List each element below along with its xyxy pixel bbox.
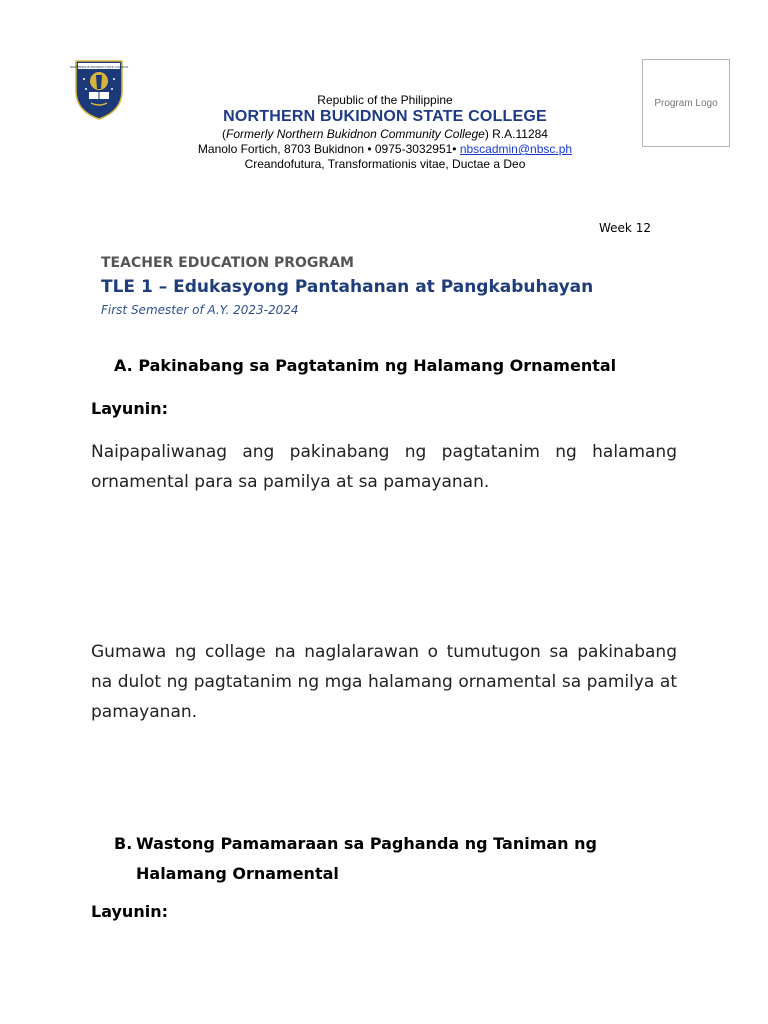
layunin-label-b: Layunin:: [91, 902, 168, 921]
program-logo-label: Program Logo: [654, 97, 718, 109]
section-b-title: Wastong Pamamaraan sa Paghanda ng Taniman ng Halamang Ornamental: [136, 834, 597, 883]
course-title: TLE 1 – Edukasyong Pantahanan at Pangkabuhayan: [101, 277, 594, 297]
email-link[interactable]: nbscadmin@nbsc.ph: [459, 142, 573, 156]
college-name: NORTHERN BUKIDNON STATE COLLEGE: [223, 108, 547, 125]
objective-paragraph: Naipapaliwanag ang pakinabang ng pagtatanim ng halamang ornamental para sa pamilya at sa pamayanan.: [91, 442, 677, 492]
semester-label: First Semester of A.Y. 2023-2024: [101, 303, 299, 317]
section-b-heading: [114, 829, 684, 889]
section-b-letter: B.: [114, 834, 133, 853]
activity-paragraph: Gumawa ng collage na naglalarawan o tumutugon sa pakinabang na dulot ng pagtatanim ng mga halamang ornamental sa pamilya at pamayanan.: [91, 642, 677, 722]
section-a-heading: A. Pakinabang sa Pagtatanim ng Halamang Ornamental: [114, 356, 617, 375]
address: Manolo Fortich, 8703 Bukidnon • 0975-3032951•: [197, 142, 460, 156]
seal-text: NORTHERN BUKIDNON STATE COLLEGE: [69, 64, 129, 69]
former-name-line: [170, 127, 600, 141]
republic-line: Republic of the Philippine: [317, 93, 453, 107]
college-seal: [69, 59, 129, 121]
program-logo-placeholder: [642, 59, 730, 147]
former-open: (: [222, 127, 227, 141]
motto: Creandofutura, Transformationis vitae, Ductae a Deo: [244, 157, 526, 171]
week-label: Week 12: [599, 221, 651, 235]
layunin-label: Layunin:: [91, 399, 168, 418]
program-title: TEACHER EDUCATION PROGRAM: [101, 255, 354, 271]
former-name: Formerly Northern Bukidnon Community College: [226, 127, 485, 141]
former-ra: ) R.A.11284: [484, 127, 548, 141]
address-line: [170, 142, 600, 156]
